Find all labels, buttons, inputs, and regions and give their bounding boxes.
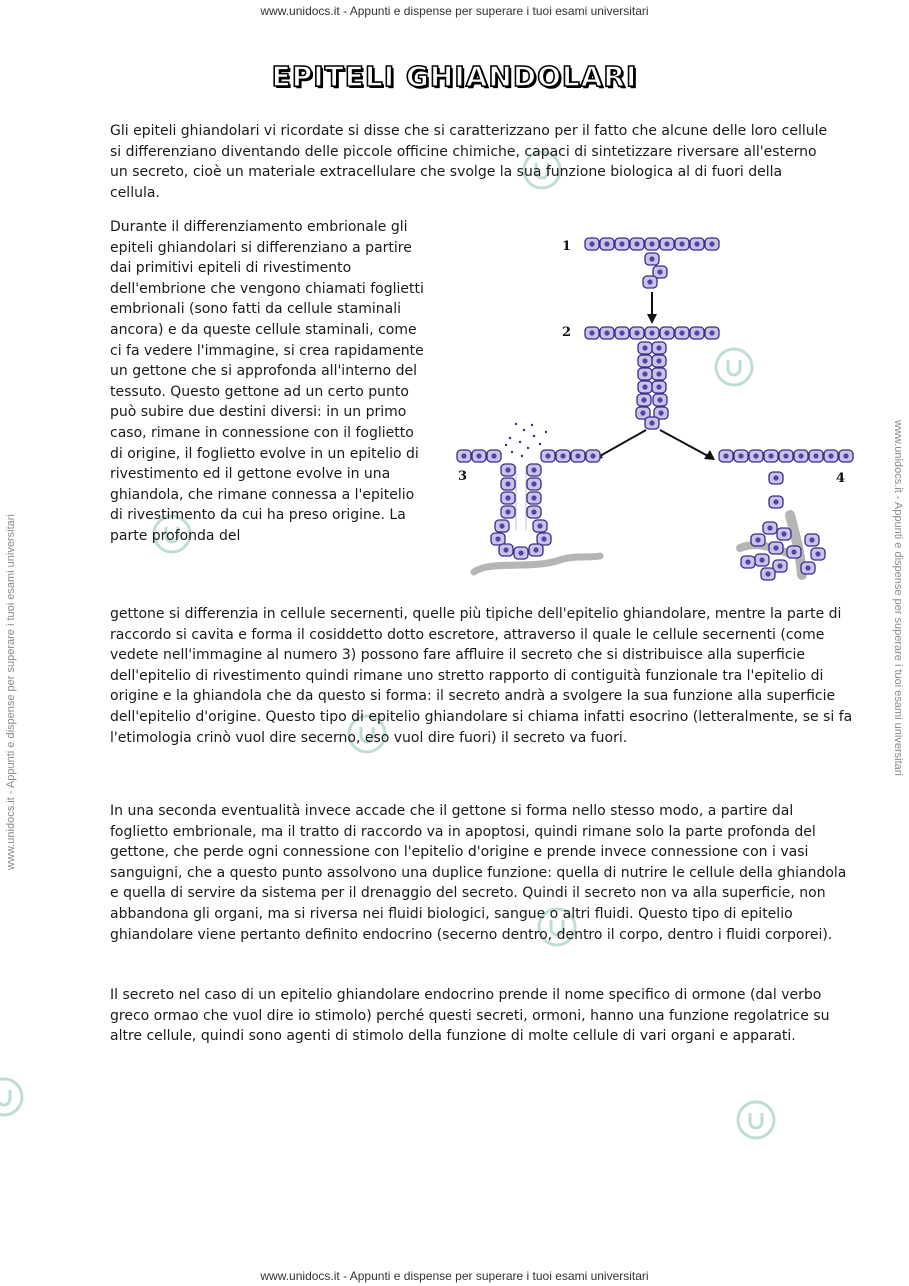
page-footer: www.unidocs.it - Appunti e dispense per superare i tuoi esami universitari <box>260 1269 649 1283</box>
unidocs-logo-icon <box>734 1098 778 1142</box>
figure-label-3: 3 <box>458 469 468 484</box>
stage-3-epithelium <box>457 450 600 559</box>
stage-3-vessel <box>474 556 600 572</box>
figure-label-4: 4 <box>836 471 846 486</box>
page-title: EPITELI GHIANDOLARI <box>271 60 638 93</box>
gland-development-figure <box>450 230 860 590</box>
paragraph-exocrine: gettone si differenzia in cellule secernenti, quelle più tipiche dell'epitelio ghiandolare, mentre la parte di raccordo si cavita e forma il cosiddetto dotto escretore, attraverso il quale le cellule secernenti (come vedete nell'immagine al numero 3) possono fare affluire il secreto che si distribuisce alla superficie dell'epitelio di rivestimento quindi rimane uno stretto rapporto di contiguità funzionale tra l'epitelio di origine e la ghiandola che da questo si forma: il secreto andrà a svolgere la sua funzione alla superficie dell'epitelio d'origine. Questo tipo di epitelio ghiandolare si chiama infatti esocrino (letteralmente, se si fa l'etimologia crinò vuol dire secerno, eso vuol dire fuori) il secreto va fuori. <box>110 606 853 746</box>
page-header: www.unidocs.it - Appunti e dispense per superare i tuoi esami universitari <box>260 4 649 18</box>
paragraph-hormone: Il secreto nel caso di un epitelio ghiandolare endocrino prende il nome specifico di ormone (dal verbo greco ormao che vuol dire io stimolo) perché questi secreti, ormoni, hanno una funzione regolatrice su altre cellule, quindi sono agenti di stimolo della funzione di molte cellule di vari organi e apparati. <box>110 987 830 1045</box>
side-watermark-right: www.unidocs.it - Appunti e dispense per superare i tuoi esami universitari <box>892 420 904 776</box>
figure-label-1: 1 <box>562 239 572 254</box>
stage-2-epithelium <box>585 327 719 429</box>
stage-4-epithelium <box>719 450 853 508</box>
stage-1-epithelium <box>585 238 719 288</box>
stage-4-gland-cluster <box>741 522 825 580</box>
paragraph-intro: Gli epiteli ghiandolari vi ricordate si disse che si caratterizzano per il fatto che alcune delle loro cellule si differenziano diventando delle piccole officine chimiche, capaci di sintetizzare riversare all'esterno un secreto, cioè un materiale extracellulare che svolge la sua funzione biologica al di fuori della cellula. <box>110 123 828 201</box>
paragraph-endocrine: In una seconda eventualità invece accade che il gettone si forma nello stesso modo, a partire dal foglietto embrionale, ma il tratto di raccordo va in apoptosi, quindi rimane solo la parte profonda del gettone, che perde ogni connessione con l'epitelio d'origine e prende invece connessione con i vasi sanguigni, che a questo punto assolvono una duplice funzione: quella di nutrire le cellule della ghiandola e quella di servire da sistema per il drenaggio del secreto. Quindi il secreto non va alla superficie, non abbandona gli organi, ma si riversa nei fluidi biologici, sangue o altri fluidi. Questo tipo di epitelio ghiandolare viene pertanto definito endocrino (secerno dentro, dentro il corpo, dentro i fluidi corporei). <box>110 803 847 943</box>
side-watermark-left: www.unidocs.it - Appunti e dispense per superare i tuoi esami universitari <box>5 514 17 870</box>
figure-label-2: 2 <box>562 325 572 340</box>
paragraph-embryonic-development: Durante il differenziamento embrionale gli epiteli ghiandolari si differenziano a partire dai primitivi epiteli di rivestimento dell'embrione che vengono chiamati foglietti embrionali (sono fatti da cellule staminali ancora) e da queste cellule staminali, come ci fa vedere l'immagine, si crea rapidamente un gettone che si approfonda all'interno del tessuto. Questo gettone ad un certo punto può subire due destini diversi: in un primo caso, rimane in connessione con il foglietto di origine, il foglietto evolve in un epitelio di rivestimento ed il gettone evolve in una ghiandola, che rimane connessa a l'epitelio di rivestimento da cui ha preso origine. La parte profonda del <box>110 219 424 544</box>
unidocs-logo-icon <box>0 1075 26 1119</box>
